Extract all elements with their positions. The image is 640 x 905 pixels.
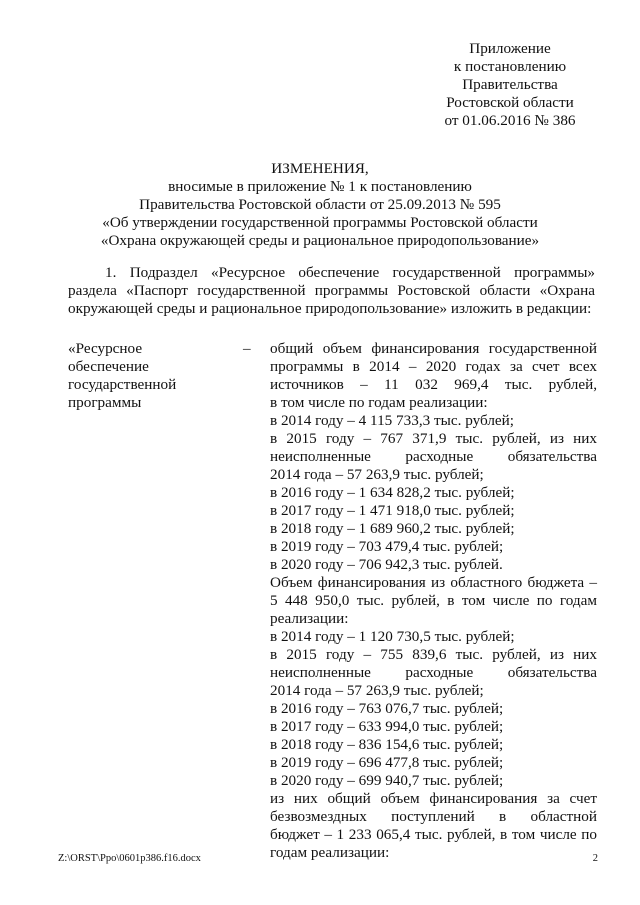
content-line: безвозмездных поступлений в областной [270, 808, 597, 825]
content-line: в 2017 году – 633 994,0 тыс. рублей; [270, 718, 504, 735]
content-line: общий объем финансирования государственной [270, 340, 597, 357]
content-line: 5 448 950,0 тыс. рублей, в том числе по годам [270, 592, 597, 609]
section-dash: – [243, 340, 251, 357]
section-label-line: обеспечение [68, 358, 149, 375]
content-line: в 2014 году – 4 115 733,3 тыс. рублей; [270, 412, 515, 429]
content-line: в 2017 году – 1 471 918,0 тыс. рублей; [270, 502, 515, 519]
content-line: программы в 2014 – 2020 годах за счет всех [270, 358, 597, 375]
heading-line: вносимые в приложение № 1 к постановлению [168, 178, 472, 195]
content-line: в 2018 году – 1 689 960,2 тыс. рублей; [270, 520, 515, 537]
appendix-line: Ростовской области [446, 94, 574, 111]
content-line: в 2019 году – 703 479,4 тыс. рублей; [270, 538, 504, 555]
content-line: из них общий объем финансирования за счет [270, 790, 597, 807]
section-label-line: программы [68, 394, 142, 411]
content-line: годам реализации: [270, 844, 390, 861]
content-line: в том числе по годам реализации: [270, 394, 488, 411]
heading-line: «Об утверждении государственной программы Ростовской области [102, 214, 538, 231]
content-line: в 2020 году – 699 940,7 тыс. рублей; [270, 772, 504, 789]
appendix-line: от 01.06.2016 № 386 [444, 112, 576, 129]
content-line: неисполненные расходные обязательства [270, 448, 597, 465]
content-line: в 2018 году – 836 154,6 тыс. рублей; [270, 736, 504, 753]
appendix-line: Правительства [462, 76, 558, 93]
appendix-line: Приложение [469, 40, 551, 57]
content-line: в 2015 году – 767 371,9 тыс. рублей, из них [270, 430, 597, 447]
intro-paragraph [68, 264, 595, 318]
section-label [68, 340, 208, 412]
heading-line: «Охрана окружающей среды и рациональное природопользование» [100, 232, 540, 249]
content-line: Объем финансирования из областного бюджета – [270, 574, 597, 591]
document-heading [80, 160, 560, 250]
content-line: в 2016 году – 1 634 828,2 тыс. рублей; [270, 484, 515, 501]
content-line: источников – 11 032 969,4 тыс. рублей, [270, 376, 597, 393]
content-line: в 2016 году – 763 076,7 тыс. рублей; [270, 700, 504, 717]
content-line: в 2015 году – 755 839,6 тыс. рублей, из них [270, 646, 597, 663]
page-number: 2 [592, 853, 598, 864]
content-line: в 2019 году – 696 477,8 тыс. рублей; [270, 754, 504, 771]
file-path: Z:\ORST\Ppo\0601p386.f16.docx [58, 853, 201, 864]
appendix-block [395, 40, 625, 130]
content-line: 2014 года – 57 263,9 тыс. рублей; [270, 682, 484, 699]
section-label-line: государственной [68, 376, 177, 393]
content-line: в 2014 году – 1 120 730,5 тыс. рублей; [270, 628, 515, 645]
content-line: 2014 года – 57 263,9 тыс. рублей; [270, 466, 484, 483]
heading-title: ИЗМЕНЕНИЯ, [271, 160, 369, 177]
intro-text: 1. Подраздел «Ресурсное обеспечение государственной программы» раздела «Паспорт государственной программы Ростовской области «Охрана окружающей среды и рациональное природопользование» изложить в редакции: [68, 264, 595, 317]
funding-content [270, 340, 597, 862]
content-line: реализации: [270, 610, 349, 627]
content-line: неисполненные расходные обязательства [270, 664, 597, 681]
content-line: бюджет – 1 233 065,4 тыс. рублей, в том числе по [270, 826, 597, 843]
section-label-line: «Ресурсное [68, 340, 143, 357]
appendix-line: к постановлению [453, 58, 567, 75]
heading-line: Правительства Ростовской области от 25.09.2013 № 595 [139, 196, 501, 213]
content-line: в 2020 году – 706 942,3 тыс. рублей. [270, 556, 503, 573]
